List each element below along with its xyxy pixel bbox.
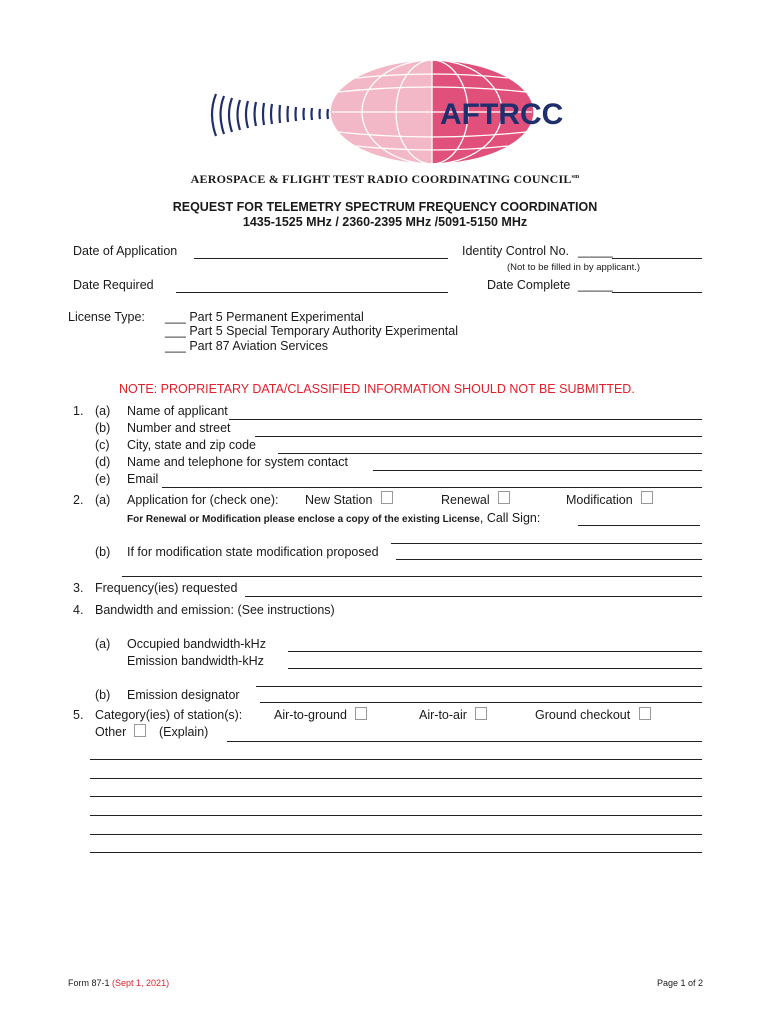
explain-input-5[interactable] [90, 815, 702, 816]
renewal-note [127, 511, 540, 525]
section-1a-letter: (a) [95, 404, 111, 418]
ground-checkout-label: Ground checkout [535, 708, 631, 722]
station-category-label: Category(ies) of station(s): [95, 708, 243, 722]
section-2b-letter: (b) [95, 545, 111, 559]
proprietary-note: NOTE: PROPRIETARY DATA/CLASSIFIED INFORMATION SHOULD NOT BE SUBMITTED. [119, 382, 635, 396]
modification-proposed-input-3[interactable] [122, 576, 702, 577]
page-number: Page 1 of 2 [657, 978, 704, 988]
ground-checkout-checkbox[interactable] [639, 707, 651, 720]
section-1c-letter: (c) [95, 438, 110, 452]
form-number [68, 978, 169, 988]
section-1b-label: Number and street [127, 421, 231, 435]
identity-control-input[interactable] [612, 258, 702, 259]
explain-input-4[interactable] [90, 796, 702, 797]
section-4-number: 4. [73, 603, 84, 617]
explain-input-6[interactable] [90, 834, 702, 835]
section-3-number: 3. [73, 581, 84, 595]
council-name-text: AEROSPACE & FLIGHT TEST RADIO COORDINATING COUNCIL [190, 172, 572, 186]
city-state-zip-input[interactable] [278, 453, 702, 454]
air-to-ground-checkbox[interactable] [355, 707, 367, 720]
date-complete-label: Date Complete [487, 278, 571, 292]
section-5-number: 5. [73, 708, 84, 722]
section-4a-letter: (a) [95, 637, 111, 651]
explain-input-1[interactable] [227, 741, 702, 742]
call-sign-label: , Call Sign: [479, 511, 541, 525]
council-name [0, 172, 770, 187]
explain-input-7[interactable] [90, 852, 702, 853]
section-1a-label: Name of applicant [127, 404, 228, 418]
modification-checkbox[interactable] [641, 491, 653, 504]
council-mark: sm [571, 174, 580, 180]
new-station-checkbox[interactable] [381, 491, 393, 504]
occupied-bandwidth-input[interactable] [288, 651, 702, 652]
call-sign-input[interactable] [578, 525, 700, 526]
modification-proposed-input-1[interactable] [391, 543, 702, 544]
section-1c-label: City, state and zip code [127, 438, 257, 452]
section-1b-letter: (b) [95, 421, 111, 435]
street-input[interactable] [255, 436, 702, 437]
frequency-bands: 1435-1525 MHz / 2360-2395 MHz /5091-5150 MHz [242, 215, 528, 229]
license-option-part87[interactable]: ___ Part 87 Aviation Services [165, 339, 329, 353]
other-checkbox[interactable] [134, 724, 146, 737]
air-to-air-checkbox[interactable] [475, 707, 487, 720]
section-1e-label: Email [127, 472, 159, 486]
air-to-ground-label: Air-to-ground [274, 708, 347, 722]
date-of-application-input[interactable] [194, 258, 448, 259]
date-of-application-label: Date of Application [73, 244, 178, 258]
identity-control-blank: _____ [578, 244, 613, 258]
identity-control-label: Identity Control No. [462, 244, 569, 258]
explain-label: (Explain) [159, 725, 209, 739]
identity-control-note: (Not to be filled in by applicant.) [507, 262, 641, 273]
emission-designator-input[interactable] [256, 686, 702, 687]
renewal-label: Renewal [441, 493, 490, 507]
date-required-label: Date Required [73, 278, 154, 292]
other-label: Other [95, 725, 127, 739]
date-required-input[interactable] [176, 292, 448, 293]
license-option-part5-sta[interactable]: ___ Part 5 Special Temporary Authority Experimental [165, 324, 458, 338]
modification-proposed-label: If for modification state modification proposed [127, 545, 379, 559]
system-contact-input[interactable] [373, 470, 702, 471]
modification-proposed-input-2[interactable] [396, 559, 702, 560]
section-4b-letter: (b) [95, 688, 111, 702]
logo-text: AFTRCC [440, 98, 564, 131]
emission-bandwidth-label: Emission bandwidth-kHz [127, 654, 264, 668]
date-complete-input[interactable] [612, 292, 702, 293]
applicant-name-input[interactable] [229, 419, 702, 420]
email-input[interactable] [162, 487, 702, 488]
aftrcc-logo [200, 58, 564, 170]
emission-designator-input-2[interactable] [260, 702, 702, 703]
frequencies-requested-label: Frequency(ies) requested [95, 581, 238, 595]
modification-label: Modification [566, 493, 633, 507]
renewal-note-text: For Renewal or Modification please enclose a copy of the existing License [127, 514, 480, 525]
section-2-number: 2. [73, 493, 84, 507]
occupied-bandwidth-label: Occupied bandwidth-kHz [127, 637, 266, 651]
explain-input-2[interactable] [90, 759, 702, 760]
section-1-number: 1. [73, 404, 84, 418]
frequencies-input[interactable] [245, 596, 702, 597]
date-complete-blank: _____ [578, 278, 613, 292]
section-1d-label: Name and telephone for system contact [127, 455, 348, 469]
emission-designator-label: Emission designator [127, 688, 240, 702]
explain-input-3[interactable] [90, 778, 702, 779]
section-1d-letter: (d) [95, 455, 111, 469]
license-type-label: License Type: [68, 310, 145, 324]
emission-bandwidth-input[interactable] [288, 668, 702, 669]
form-number-text: Form 87-1 [68, 978, 110, 988]
renewal-checkbox[interactable] [498, 491, 510, 504]
bandwidth-emission-label: Bandwidth and emission: (See instructions) [95, 603, 335, 617]
radio-wave-icon [212, 94, 336, 136]
air-to-air-label: Air-to-air [419, 708, 467, 722]
application-for-label: Application for (check one): [127, 493, 279, 507]
section-2a-letter: (a) [95, 493, 111, 507]
section-1e-letter: (e) [95, 472, 111, 486]
new-station-label: New Station [305, 493, 373, 507]
form-title: REQUEST FOR TELEMETRY SPECTRUM FREQUENCY COORDINATION [172, 200, 598, 214]
license-option-part5-permanent[interactable]: ___ Part 5 Permanent Experimental [165, 310, 364, 324]
form-date: (Sept 1, 2021) [112, 978, 170, 988]
